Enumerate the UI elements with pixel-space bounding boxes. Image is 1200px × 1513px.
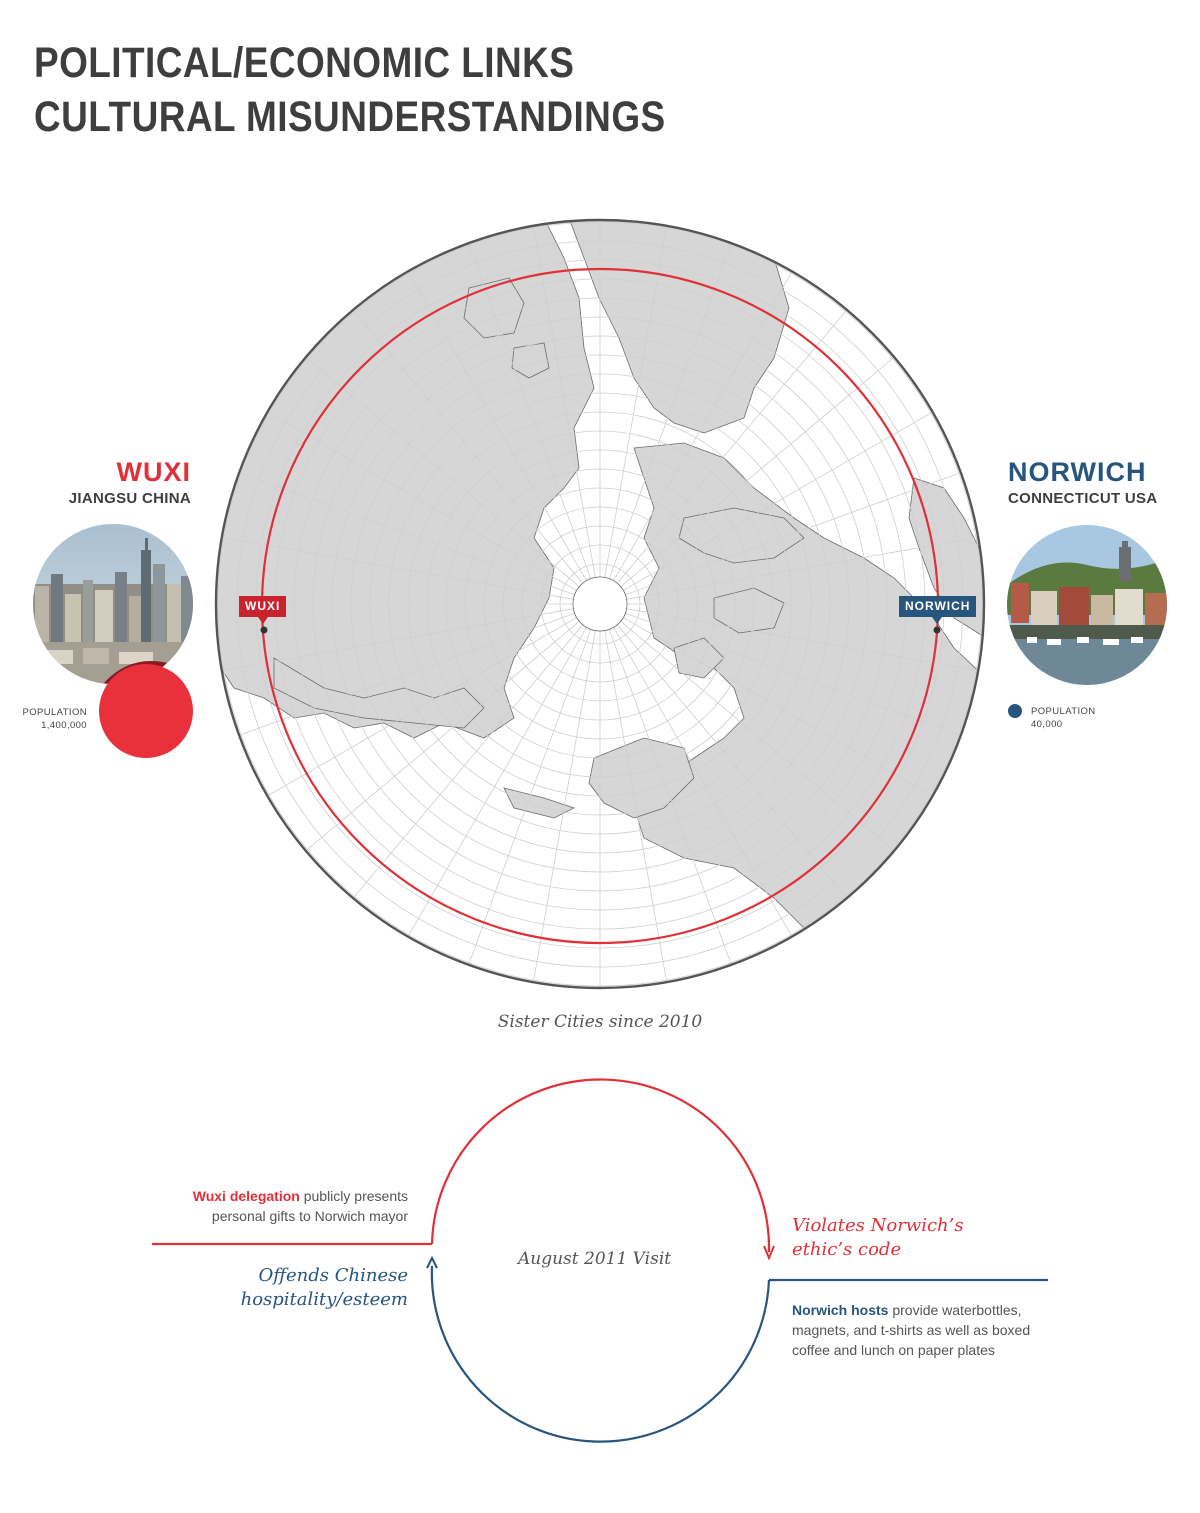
wuxi-pin-pointer: [258, 617, 268, 624]
norwich-action-rest: provide waterbottles,: [888, 1302, 1022, 1318]
red-upper-arc: [432, 1080, 769, 1252]
wuxi-action-note: [193, 1186, 408, 1226]
norwich-action-line2: magnets, and t-shirts as well as boxed: [792, 1322, 1031, 1338]
norwich-reaction-line2: ethic’s code: [792, 1239, 902, 1260]
blue-lower-arc: [432, 1266, 769, 1442]
wuxi-reaction-line2: hospitality/esteem: [240, 1289, 408, 1310]
norwich-pin-label: NORWICH: [899, 596, 976, 617]
norwich-population-label: POPULATION: [1031, 706, 1096, 717]
norwich-reaction-note: [792, 1214, 964, 1262]
norwich-city-name: NORWICH: [1008, 457, 1147, 487]
norwich-population-value: 40,000: [1031, 719, 1063, 730]
wuxi-reaction-line1: Offends Chinese: [258, 1265, 408, 1286]
north-pole-hole: [573, 577, 627, 631]
wuxi-population-value: 1,400,000: [41, 720, 87, 731]
wuxi-pin-label: WUXI: [239, 596, 286, 617]
norwich-pin-pointer: [932, 617, 942, 624]
norwich-action-bold: Norwich hosts: [792, 1302, 889, 1318]
page-title: [34, 36, 666, 144]
polar-globe-map: [214, 218, 986, 990]
wuxi-region: JIANGSU CHINA: [68, 490, 191, 507]
map-caption: Sister Cities since 2010: [497, 1012, 703, 1032]
title-line-2: CULTURAL MISUNDERSTANDINGS: [34, 93, 666, 141]
norwich-population: [1031, 705, 1096, 731]
norwich-population-circle: [1008, 704, 1022, 718]
wuxi-reaction-note: [241, 1264, 408, 1312]
norwich-location-dot: [934, 627, 941, 634]
norwich-action-note: [792, 1300, 1030, 1360]
wuxi-action-rest: publicly presents: [299, 1188, 408, 1204]
wuxi-population-label: POPULATION: [22, 707, 87, 718]
wuxi-action-line2: personal gifts to Norwich mayor: [211, 1208, 408, 1224]
visit-center-label: August 2011 Visit: [518, 1249, 672, 1269]
norwich-harbor-photo: [1007, 525, 1167, 685]
wuxi-population-circle: [99, 664, 193, 758]
norwich-region: CONNECTICUT USA: [1008, 490, 1158, 507]
wuxi-skyline-photo: [33, 524, 193, 684]
wuxi-location-dot: [261, 627, 268, 634]
wuxi-city-name: WUXI: [116, 457, 191, 487]
norwich-reaction-line1: Violates Norwich’s: [792, 1215, 964, 1236]
norwich-action-line3: coffee and lunch on paper plates: [792, 1342, 995, 1358]
wuxi-action-bold: Wuxi delegation: [192, 1188, 300, 1204]
title-line-1: POLITICAL/ECONOMIC LINKS: [34, 39, 575, 87]
wuxi-population: [22, 706, 87, 732]
